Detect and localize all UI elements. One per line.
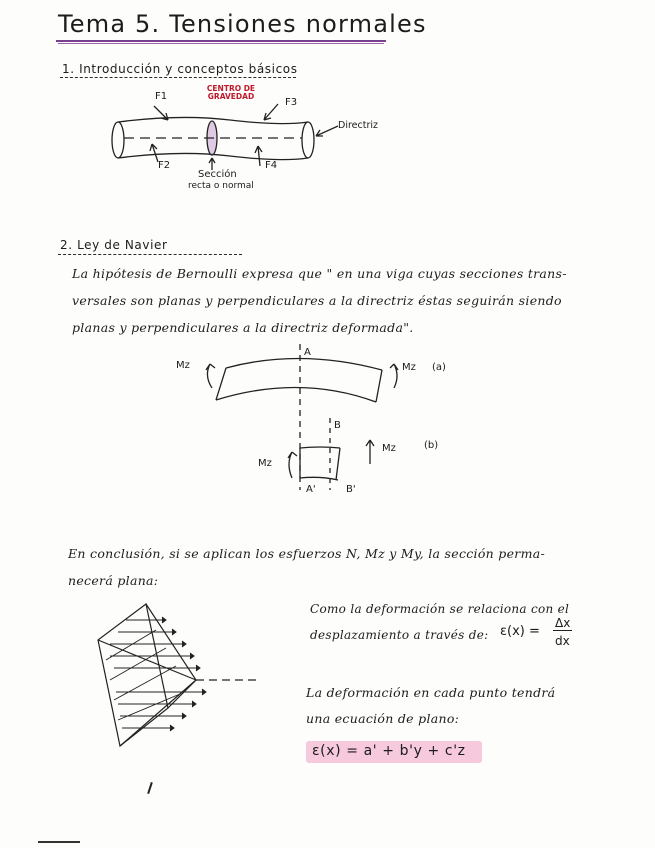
moment-left-b [288, 452, 297, 478]
force-f3-arrow [264, 104, 278, 120]
formula-plane: ε(x) = a' + b'y + c'z [312, 743, 466, 759]
label-b-top: B [334, 420, 341, 431]
segment-top [300, 447, 340, 448]
section1-heading: 1. Introducción y conceptos básicos [62, 62, 298, 76]
label-a-prime: A' [306, 484, 316, 495]
moment-right-b [366, 440, 374, 464]
label-a-top: A [304, 347, 311, 358]
label-f1: F1 [155, 91, 168, 102]
directriz-arrow [316, 126, 338, 136]
note-line: Como la deformación se relaciona con el [310, 602, 570, 616]
section2-heading: 2. Ley de Navier [60, 238, 168, 252]
formula-strain-numerator: Δx [555, 616, 571, 630]
note-line: desplazamiento a través de: [310, 628, 489, 642]
page-edge-mark [38, 841, 80, 843]
curved-beam-left [216, 368, 226, 400]
title-underline-secondary [58, 43, 384, 44]
section1-heading-underline [60, 77, 296, 78]
moment-right-a [390, 364, 398, 388]
segment-bottom [300, 477, 338, 480]
label-f2: F2 [158, 160, 171, 171]
note-line: una ecuación de plano: [306, 711, 460, 726]
label-mz-left-b: Mz [258, 458, 272, 469]
beam-diagram [100, 100, 360, 170]
label-directriz: Directriz [338, 120, 378, 131]
page-title: Tema 5. Tensiones normales [58, 10, 427, 38]
beam-right-end [302, 122, 314, 158]
label-mz-right-b: Mz [382, 443, 396, 454]
note-line: La deformación en cada punto tendrá [306, 685, 556, 700]
segment-right [336, 448, 340, 480]
paragraph-line: La hipótesis de Bernoulli expresa que " en una viga cuyas secciones trans- [72, 266, 567, 281]
label-tag-a: (a) [432, 362, 446, 373]
label-mz-left-a: Mz [176, 360, 190, 371]
curved-beam-bottom [216, 387, 376, 402]
prism-outline [98, 604, 168, 746]
bernoulli-paragraph [72, 260, 612, 341]
stress-prism-diagram [96, 600, 266, 760]
note-deformation [310, 596, 569, 648]
note-plane-equation [306, 680, 555, 732]
label-seccion: Sección [198, 169, 237, 180]
paragraph-line: necerá plana: [68, 573, 159, 588]
label-f3: F3 [285, 97, 298, 108]
paragraph-line: versales son planas y perpendiculares a la directriz éstas seguirán siendo [72, 293, 562, 308]
stray-mark [147, 782, 153, 794]
label-mz-right-a: Mz [402, 362, 416, 373]
paragraph-line: planas y perpendiculares a la directriz deformada". [72, 320, 414, 335]
beam-left-end [112, 122, 124, 158]
label-seccion-sub: recta o normal [188, 181, 254, 191]
formula-strain-denominator: dx [555, 634, 570, 648]
label-b-prime: B' [346, 484, 356, 495]
label-centro-gravedad: CENTRO DE GRAVEDAD [206, 84, 256, 101]
section2-heading-underline [58, 254, 242, 255]
moment-left-a [206, 364, 215, 388]
formula-strain-lhs: ε(x) = [500, 624, 540, 639]
curved-beam-top [226, 358, 382, 370]
title-underline [56, 40, 386, 42]
paragraph-line: En conclusión, si se aplican los esfuerzos N, Mz y My, la sección perma- [68, 546, 545, 561]
label-tag-b: (b) [424, 440, 439, 451]
label-f4: F4 [265, 160, 278, 171]
force-f2-arrow [150, 144, 158, 162]
force-f4-arrow [255, 146, 262, 166]
curved-beam-right [376, 370, 382, 402]
conclusion-paragraph [68, 540, 628, 594]
